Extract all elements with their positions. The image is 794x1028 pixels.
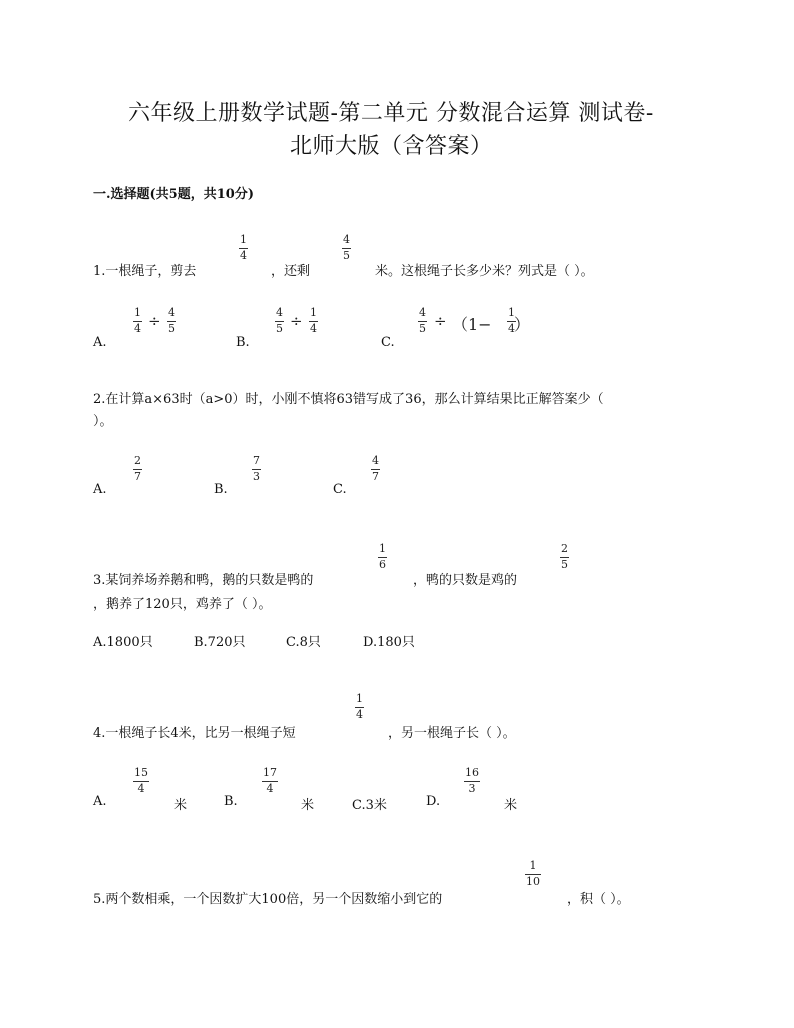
q4-fraction (355, 693, 364, 721)
denominator: 6 (379, 558, 386, 571)
q4-option-d-frac (464, 767, 480, 795)
denominator: 7 (372, 470, 379, 483)
denominator: 5 (276, 322, 283, 335)
numerator: 1 (508, 306, 515, 319)
numerator: 15 (134, 766, 148, 779)
q3-text-line2: ，鹅养了120只，鸡养了（ ）。 (93, 597, 272, 612)
numerator: 1 (134, 306, 141, 319)
q4-option-b-unit: 米 (301, 798, 315, 813)
q3-option-b[interactable]: B.720只 (194, 635, 246, 650)
numerator: 1 (240, 233, 247, 246)
page-title-line2: 北师大版（含答案） (290, 134, 493, 159)
q4-text-suffix: ，另一根绳子长（ ）。 (388, 726, 516, 741)
q1-option-b-label[interactable]: B. (236, 335, 250, 350)
denominator: 7 (134, 470, 141, 483)
numerator: 16 (465, 766, 479, 779)
q3-fraction-2 (560, 543, 569, 571)
denominator: 4 (266, 782, 274, 795)
section-heading: 一.选择题(共5题，共10分) (93, 187, 254, 202)
q4-option-a-frac (133, 767, 149, 795)
q1-option-a-divide: ÷ (148, 312, 161, 330)
q2-text-line2: ）。 (93, 414, 113, 429)
denominator: 4 (240, 249, 247, 262)
numerator: 17 (263, 766, 277, 779)
q2-option-a-frac (133, 455, 142, 483)
q1-text-mid: ，还剩 (271, 264, 311, 279)
numerator: 1 (310, 306, 317, 319)
q3-option-c[interactable]: C.8只 (286, 635, 321, 650)
denominator: 4 (508, 322, 515, 335)
q4-text-prefix: 4.一根绳子长4米，比另一根绳子短 (93, 726, 296, 741)
numerator: 2 (561, 542, 568, 555)
q1-option-c-frac1 (418, 307, 427, 335)
q3-option-a[interactable]: A.1800只 (93, 635, 153, 650)
q3-text-prefix: 3.某饲养场养鹅和鸭，鹅的只数是鸭的 (93, 573, 314, 588)
q2-option-b-label[interactable]: B. (214, 482, 228, 497)
denominator: 3 (468, 782, 476, 795)
q4-option-b-frac (262, 767, 278, 795)
q1-option-c-close: ） (514, 315, 531, 334)
numerator: 1 (379, 542, 386, 555)
q4-option-a-unit: 米 (174, 798, 188, 813)
q3-text-mid: ，鸭的只数是鸡的 (413, 573, 518, 588)
denominator: 3 (253, 470, 260, 483)
denominator: 10 (526, 875, 540, 888)
numerator: 1 (529, 859, 537, 872)
q2-option-a-label[interactable]: A. (93, 482, 107, 497)
denominator: 4 (137, 782, 145, 795)
numerator: 4 (419, 306, 426, 319)
numerator: 2 (134, 454, 141, 467)
numerator: 1 (356, 692, 363, 705)
denominator: 5 (561, 558, 568, 571)
q1-text-suffix: 米。这根绳子长多少米？列式是（ ）。 (375, 264, 594, 279)
q3-option-d[interactable]: D.180只 (363, 635, 415, 650)
q2-text-line1: 2.在计算a×63时（a>0）时，小刚不慎将63错写成了36，那么计算结果比正解答案少（ (93, 392, 604, 407)
q1-text-prefix: 1.一根绳子，剪去 (93, 264, 197, 279)
q1-option-c-open: （1− (452, 315, 492, 334)
denominator: 4 (310, 322, 317, 335)
denominator: 4 (134, 322, 141, 335)
q1-option-a-frac1 (133, 307, 142, 335)
q3-fraction-1 (378, 543, 387, 571)
numerator: 4 (168, 306, 175, 319)
q1-option-b-frac2 (309, 307, 318, 335)
q4-option-b-label[interactable]: B. (224, 794, 238, 809)
q1-option-b-frac1 (275, 307, 284, 335)
denominator: 5 (419, 322, 426, 335)
denominator: 5 (168, 322, 175, 335)
q1-option-c-divide: ÷ (434, 312, 447, 330)
q4-option-d-unit: 米 (504, 798, 518, 813)
q4-option-d-label[interactable]: D. (426, 794, 441, 809)
q1-option-a-label[interactable]: A. (93, 335, 107, 350)
q1-fraction-left (342, 234, 351, 262)
numerator: 7 (253, 454, 260, 467)
q4-option-c[interactable]: C.3米 (352, 798, 387, 813)
q2-option-c-frac (371, 455, 380, 483)
q5-text-prefix: 5.两个数相乘，一个因数扩大100倍，另一个因数缩小到它的 (93, 892, 443, 907)
q1-option-a-frac2 (167, 307, 176, 335)
denominator: 5 (343, 249, 350, 262)
q1-option-b-divide: ÷ (290, 312, 303, 330)
q4-option-a-label[interactable]: A. (93, 794, 107, 809)
q2-option-c-label[interactable]: C. (333, 482, 347, 497)
q5-text-suffix: ，积（ ）。 (567, 892, 630, 907)
q1-fraction-cut (239, 234, 248, 262)
numerator: 4 (276, 306, 283, 319)
page-title-line1: 六年级上册数学试题-第二单元 分数混合运算 测试卷- (128, 101, 654, 126)
denominator: 4 (356, 708, 363, 721)
numerator: 4 (343, 233, 350, 246)
q5-fraction (525, 860, 541, 888)
q1-option-c-label[interactable]: C. (381, 335, 395, 350)
numerator: 4 (372, 454, 379, 467)
q2-option-b-frac (252, 455, 261, 483)
